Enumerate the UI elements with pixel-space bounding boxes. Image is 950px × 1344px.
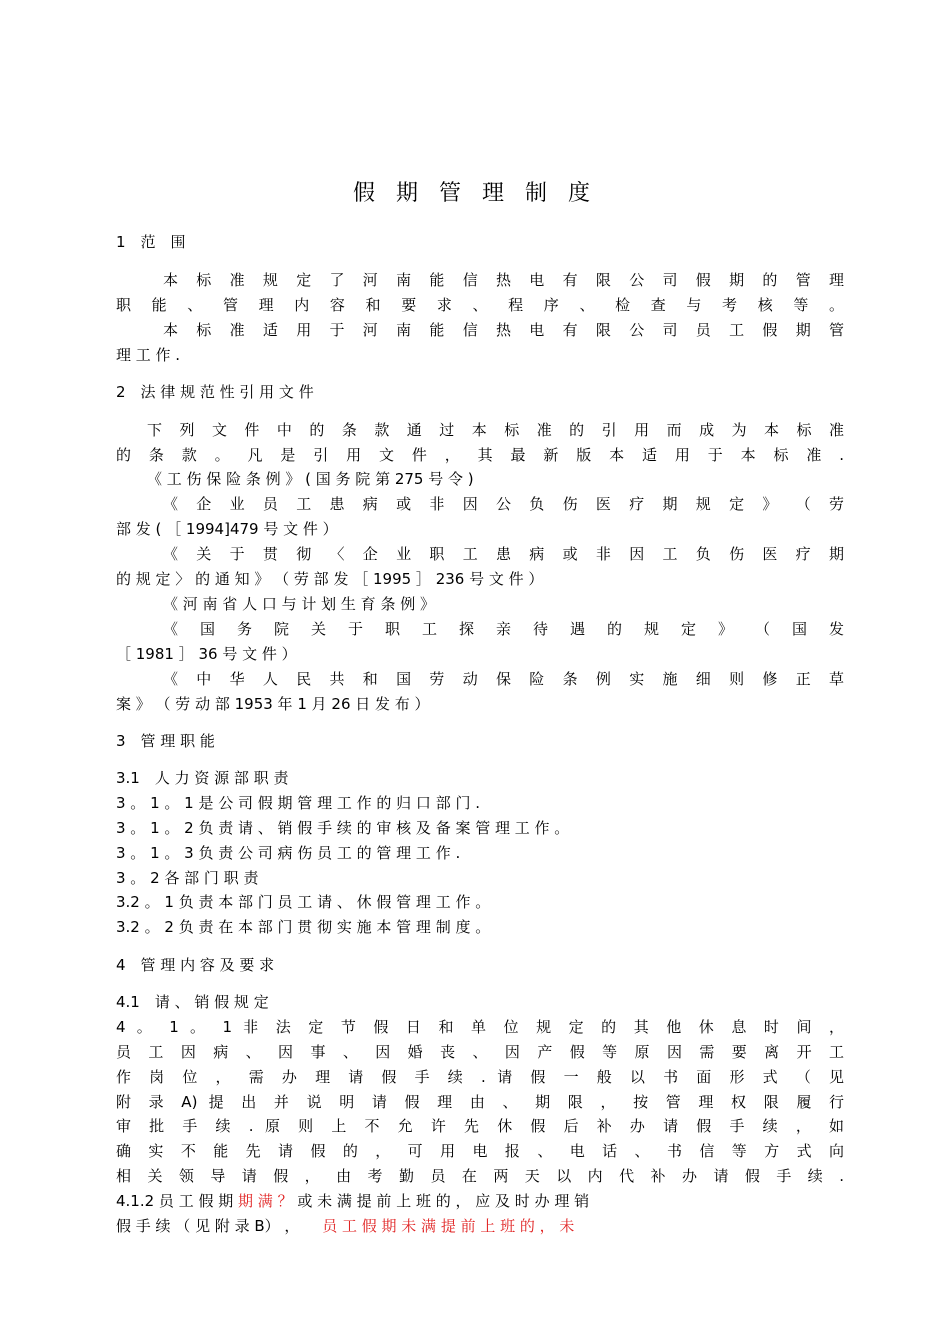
reference-item: 的 规 定 〉 的 通 知 》 （ 劳 部 发 ［ 1995 ］ 236 号 文 件 ） xyxy=(116,570,544,588)
section-heading-4: 4 管 理 内 容 及 要 求 xyxy=(116,956,275,974)
paragraph-line: 审 批 手 续 . 原 则 上 不 允 许 先 休 假 后 补 办 请 假 手 续 ， 如 xyxy=(116,1117,844,1135)
paragraph-line: 附 录 A) 提 出 并 说 明 请 假 理 由 、 期 限 ， 按 管 理 权 限 履 行 xyxy=(116,1093,844,1111)
reference-item: 《 企 业 员 工 患 病 或 非 因 公 负 伤 医 疗 期 规 定 》 （ 劳 xyxy=(163,495,844,513)
paragraph-line: 作 岗 位 ， 需 办 理 请 假 手 续 . 请 假 一 般 以 书 面 形 式 （ 见 xyxy=(116,1068,844,1086)
highlighted-text: 期 满 ？ xyxy=(238,1192,293,1210)
paragraph-line: 本 标 准 规 定 了 河 南 能 信 热 电 有 限 公 司 假 期 的 管 理 xyxy=(163,271,844,289)
section-heading-2: 2 法 律 规 范 性 引 用 文 件 xyxy=(116,383,314,401)
reference-item: 《 国 务 院 关 于 职 工 探 亲 待 遇 的 规 定 》 （ 国 发 xyxy=(163,620,844,638)
paragraph-line: 理 工 作 . xyxy=(116,346,181,364)
clause-text: 假 手 续 （ 见 附 录 B） ， xyxy=(116,1217,300,1235)
paragraph-line: 的 条 款 。 凡 是 引 用 文 件 ， 其 最 新 版 本 适 用 于 本 标 准 . xyxy=(116,446,844,464)
reference-item: 部 发 ( ［ 1994]479 号 文 件 ） xyxy=(116,520,338,538)
subsection-heading: 4.1 请 、 销 假 规 定 xyxy=(116,993,269,1011)
reference-item: ［ 1981 ］ 36 号 文 件 ） xyxy=(116,645,297,663)
paragraph-line-mixed xyxy=(116,1214,844,1238)
paragraph-line: 职 能 、 管 理 内 容 和 要 求 、 程 序 、 检 查 与 考 核 等 。 xyxy=(116,296,844,314)
clause-line: 3.2 。 1 负 责 本 部 门 员 工 请 、 休 假 管 理 工 作 。 xyxy=(116,893,491,911)
paragraph-line: 本 标 准 适 用 于 河 南 能 信 热 电 有 限 公 司 员 工 假 期 管 xyxy=(163,321,844,339)
paragraph-line: 4 。 1 。 1 非 法 定 节 假 日 和 单 位 规 定 的 其 他 休 息 时 间 ， xyxy=(116,1018,844,1036)
clause-line: 3 。 1 。 3 负 责 公 司 病 伤 员 工 的 管 理 工 作 . xyxy=(116,844,461,862)
paragraph-line: 相 关 领 导 请 假 ， 由 考 勤 员 在 两 天 以 内 代 补 办 请 假 手 续 . xyxy=(116,1167,844,1185)
paragraph-line: 下 列 文 件 中 的 条 款 通 过 本 标 准 的 引 用 而 成 为 本 标 准 xyxy=(147,421,844,439)
paragraph-line-mixed xyxy=(116,1189,844,1213)
reference-item: 《 工 伤 保 险 条 例 》 ( 国 务 院 第 275 号 令 ) xyxy=(147,470,474,488)
reference-item: 《 河 南 省 人 口 与 计 划 生 育 条 例 》 xyxy=(163,595,435,613)
clause-line: 3.2 。 2 负 责 在 本 部 门 贯 彻 实 施 本 管 理 制 度 。 xyxy=(116,918,491,936)
reference-item: 案 》 （ 劳 动 部 1953 年 1 月 26 日 发 布 ） xyxy=(116,695,430,713)
clause-text: 4.1.2 员 工 假 期 xyxy=(116,1192,234,1210)
reference-item: 《 中 华 人 民 共 和 国 劳 动 保 险 条 例 实 施 细 则 修 正 草 xyxy=(163,670,844,688)
paragraph-line: 员 工 因 病 、 因 事 、 因 婚 丧 、 因 产 假 等 原 因 需 要 离 开 工 xyxy=(116,1043,844,1061)
clause-text: 或 未 满 提 前 上 班 的 ， 应 及 时 办 理 销 xyxy=(297,1192,590,1210)
section-heading-3: 3 管 理 职 能 xyxy=(116,732,215,750)
clause-line: 3 。 1 。 2 负 责 请 、 销 假 手 续 的 审 核 及 备 案 管 理 工 作 。 xyxy=(116,819,570,837)
highlighted-text: 员 工 假 期 未 满 提 前 上 班 的 ， 未 xyxy=(322,1217,575,1235)
clause-line: 3 。 1 。 1 是 公 司 假 期 管 理 工 作 的 归 口 部 门 . xyxy=(116,794,480,812)
reference-item: 《 关 于 贯 彻 〈 企 业 职 工 患 病 或 非 因 工 负 伤 医 疗 期 xyxy=(163,545,844,563)
subsection-heading: 3 。 2 各 部 门 职 责 xyxy=(116,869,259,887)
document-title: 假 期 管 理 制 度 xyxy=(353,181,597,206)
section-heading-1: 1 范 围 xyxy=(116,233,186,251)
paragraph-line: 确 实 不 能 先 请 假 的 ， 可 用 电 报 、 电 话 、 书 信 等 方 式 向 xyxy=(116,1142,844,1160)
subsection-heading: 3.1 人 力 资 源 部 职 责 xyxy=(116,769,289,787)
